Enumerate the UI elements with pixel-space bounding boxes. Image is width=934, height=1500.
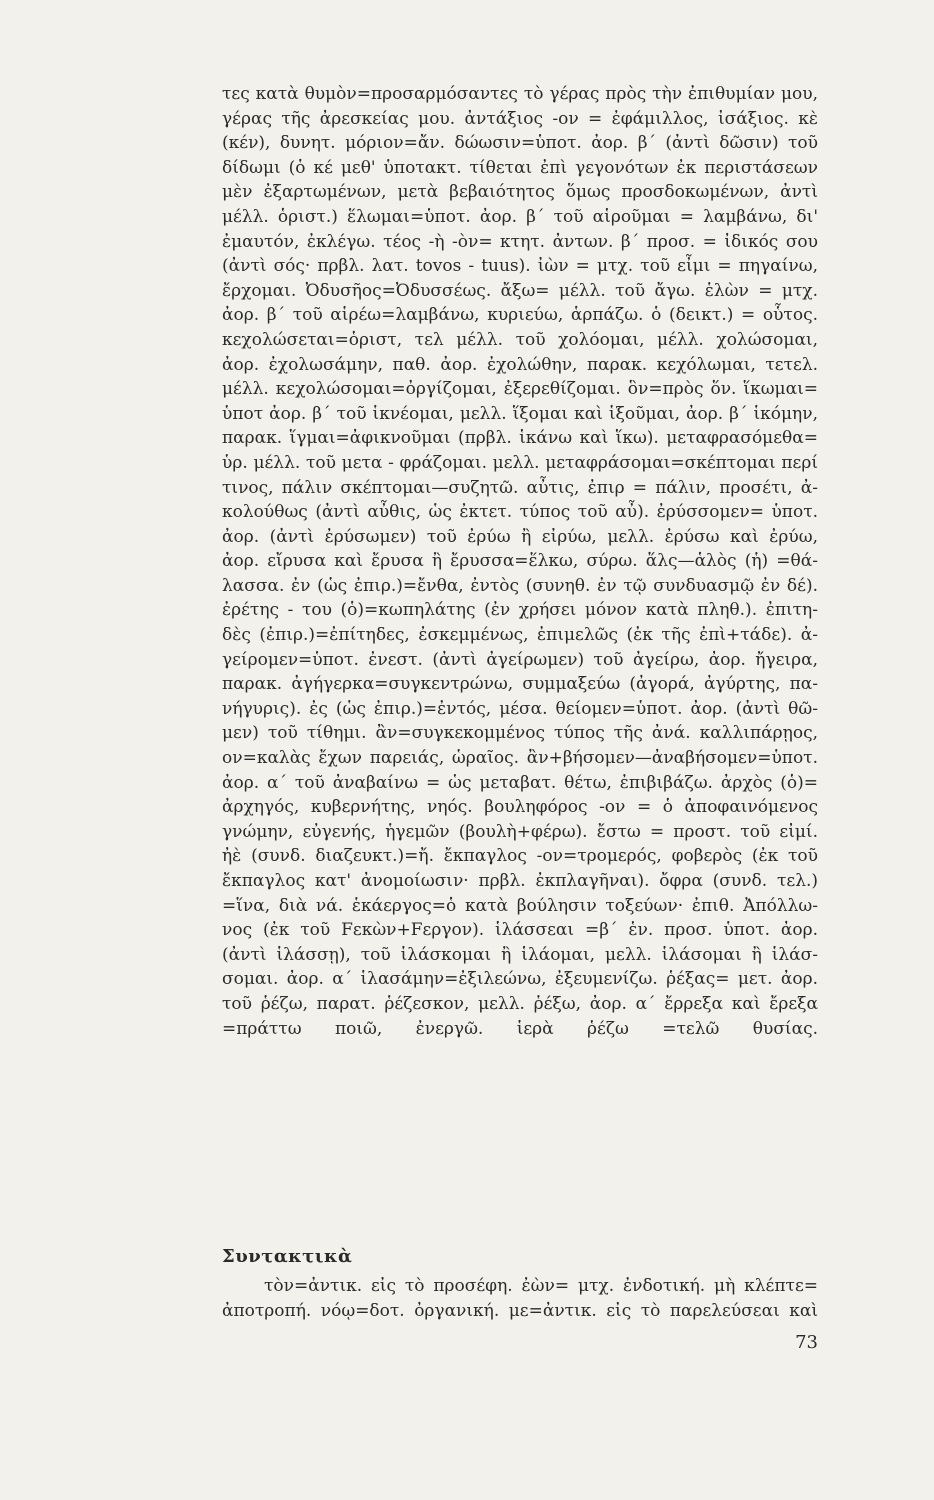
text-line: ἠὲ (συνδ. διαζευκτ.)=ἤ. ἔκπαγλος -ον=τρομερός, φοβερὸς (ἐκ τοῦ (222, 846, 818, 867)
text-line: τοῦ ῥέζω, παρατ. ῥέζεσκον, μελλ. ῥέξω, ἀορ. α΄ ἔρρεξα καὶ ἔρεξα (222, 993, 818, 1014)
text-line: λασσα. ἐν (ὡς ἐπιρ.)=ἔνθα, ἐντὸς (συνηθ. ἐν τῷ συνδυασμῷ ἐν δέ). (222, 575, 818, 596)
gloss-text (222, 82, 818, 1041)
text-line: ὑποτ ἀορ. β΄ τοῦ ἱκνέομαι, μελλ. ἵξομαι καὶ ἱξοῦμαι, ἀορ. β΄ ἱκόμην, (222, 403, 818, 424)
text-line: ἐμαυτόν, ἐκλέγω. τέος -ὴ -ὸν= κτητ. ἀντων. β΄ προσ. = ἰδικός σου (222, 231, 818, 252)
text-line: γέρας τῆς ἀρεσκείας μου. ἀντάξιος -ον = ἐφάμιλλος, ἰσάξιος. κὲ (222, 108, 818, 129)
text-line: κεχολώσεται=ὁριστ, τελ μέλλ. τοῦ χολόομαι, μέλλ. χολώσομαι, (222, 329, 818, 350)
text-line: ἀποτροπή. νόῳ=δοτ. ὀργανική. με=ἀντικ. εἰς τὸ παρελεύσεαι καὶ (222, 1300, 818, 1321)
text-line: σομαι. ἀορ. α΄ ἱλασάμην=ἐξιλεώνω, ἐξευμενίζω. ῥέξας= μετ. ἀορ. (222, 969, 818, 990)
text-line: κολούθως (ἀντὶ αὖθις, ὡς ἐκτετ. τύπος τοῦ αὖ). ἐρύσσομεν= ὑποτ. (222, 502, 818, 523)
text-line: ὑρ. μέλλ. τοῦ μετα - φράζομαι. μελλ. μεταφράσομαι=σκέπτομαι περί (222, 452, 818, 473)
text-line: τες κατὰ θυμὸν=προσαρμόσαντες τὸ γέρας πρὸς τὴν ἐπιθυμίαν μου, (222, 84, 818, 104)
text-line: παρακ. ἵγμαι=ἀφικνοῦμαι (πρβλ. ἱκάνω καὶ ἵκω). μεταφρασόμεθα= (222, 428, 818, 449)
text-line: μέλλ. ὁριστ.) ἕλωμαι=ὑποτ. ἀορ. β΄ τοῦ αἱροῦμαι = λαμβάνω, δι' (222, 206, 818, 227)
text-line: γνώμην, εὐγενής, ἡγεμῶν (βουλὴ+φέρω). ἔστω = προστ. τοῦ εἰμί. (222, 821, 818, 842)
text-line: ἀρχηγός, κυβερνήτης, νηός. βουληφόρος -ον = ὁ ἀποφαινόμενος (222, 797, 818, 818)
text-line: τὸν=ἀντικ. εἰς τὸ προσέφη. ἐὼν= μτχ. ἐνδοτική. μὴ κλέπτε= (264, 1276, 818, 1296)
section-heading: Συντακτικὰ (222, 1246, 353, 1267)
text-line: ἐρέτης - του (ὁ)=κωπηλάτης (ἐν χρήσει μόνον κατὰ πληθ.). ἐπιτη- (222, 600, 818, 621)
text-line: δίδωμι (ὁ κέ μεθ' ὑποτακτ. τίθεται ἐπὶ γεγονότων ἐκ περιστάσεων (222, 157, 818, 178)
text-line: =ἵνα, διὰ νά. ἑκάεργος=ὁ κατὰ βούλησιν τοξεύων· ἐπιθ. Ἀπόλλω- (222, 895, 818, 916)
page-number: 73 (795, 1332, 818, 1353)
text-line: μέλλ. κεχολώσομαι=ὀργίζομαι, ἐξερεθίζομαι. ὃν=πρὸς ὅν. ἵκωμαι= (222, 379, 818, 400)
text-line: ἀορ. ἐχολωσάμην, παθ. ἀορ. ἐχολώθην, παρακ. κεχόλωμαι, τετελ. (222, 354, 818, 375)
text-line: δὲς (ἐπιρ.)=ἐπίτηδες, ἐσκεμμένως, ἐπιμελῶς (ἐκ τῆς ἐπὶ+τάδε). ἀ- (222, 625, 818, 646)
text-line: (κέν), δυνητ. μόριον=ἄν. δώωσιν=ὑποτ. ἀορ. β΄ (ἀντὶ δῶσιν) τοῦ (222, 133, 818, 154)
text-line: ἔκπαγλος κατ' ἀνομοίωσιν· πρβλ. ἐκπλαγῆναι). ὄφρα (συνδ. τελ.) (222, 871, 818, 891)
text-line: (ἀντὶ ἱλάσσῃ), τοῦ ἱλάσκομαι ἢ ἱλάομαι, μελλ. ἱλάσομαι ἢ ἱλάσ- (222, 944, 818, 965)
text-line: ἀορ. εἴρυσα καὶ ἔρυσα ἢ ἔρυσσα=ἕλκω, σύρω. ἅλς—ἁλὸς (ἡ) =θά- (222, 551, 818, 572)
text-line: παρακ. ἀγήγερκα=συγκεντρώνω, συμμαξεύω (ἀγορά, ἀγύρτης, πα- (222, 674, 818, 695)
text-line: =πράττω ποιῶ, ἐνεργῶ. ἱερὰ ῥέζω =τελῶ θυσίας. (222, 1018, 818, 1039)
text-line: τινος, πάλιν σκέπτομαι—συζητῶ. αὖτις, ἐπιρ = πάλιν, προσέτι, ἀ- (222, 477, 818, 498)
text-line: νήγυρις). ἐς (ὡς ἐπιρ.)=ἐντός, μέσα. θείομεν=ὑποτ. ἀορ. (ἀντὶ θῶ- (222, 698, 818, 719)
text-line: μὲν ἐξαρτωμένων, μετὰ βεβαιότητος ὅμως προσδοκωμένων, ἀντὶ (222, 182, 818, 203)
text-line: ἀορ. β΄ τοῦ αἱρέω=λαμβάνω, κυριεύω, ἁρπάζω. ὁ (δεικτ.) = οὗτος. (222, 305, 818, 326)
text-line: ἀορ. α΄ τοῦ ἀναβαίνω = ὡς μεταβατ. θέτω, ἐπιβιβάζω. ἀρχὸς (ὁ)= (222, 772, 818, 793)
syntax-text (222, 1274, 818, 1323)
text-line: νος (ἐκ τοῦ Fεκὼν+Fεργον). ἱλάσσεαι =β΄ ἑν. προσ. ὑποτ. ἀορ. (222, 920, 818, 941)
text-line: ἀορ. (ἀντὶ ἐρύσωμεν) τοῦ ἐρύω ἢ εἰρύω, μελλ. ἐρύσω καὶ ἐρύω, (222, 526, 818, 547)
text-line: (ἀντὶ σός· πρβλ. λατ. tovos - tuus). ἰὼν = μτχ. τοῦ εἶμι = πηγαίνω, (222, 256, 818, 277)
text-line: ἔρχομαι. Ὀδυσῆος=Ὀδυσσέως. ἄξω= μέλλ. τοῦ ἄγω. ἑλὼν = μτχ. (222, 280, 818, 301)
text-line: μεν) τοῦ τίθημι. ἂν=συγκεκομμένος τύπος τῆς ἀνά. καλλιπάρῃος, (222, 723, 818, 744)
text-line: ον=καλὰς ἔχων παρειάς, ὡραῖος. ἂν+βήσομεν—ἀναβήσομεν=ὑποτ. (222, 748, 818, 769)
text-line: γείρομεν=ὑποτ. ἐνεστ. (ἀντὶ ἀγείρωμεν) τοῦ ἀγείρω, ἀορ. ἤγειρα, (222, 649, 818, 670)
